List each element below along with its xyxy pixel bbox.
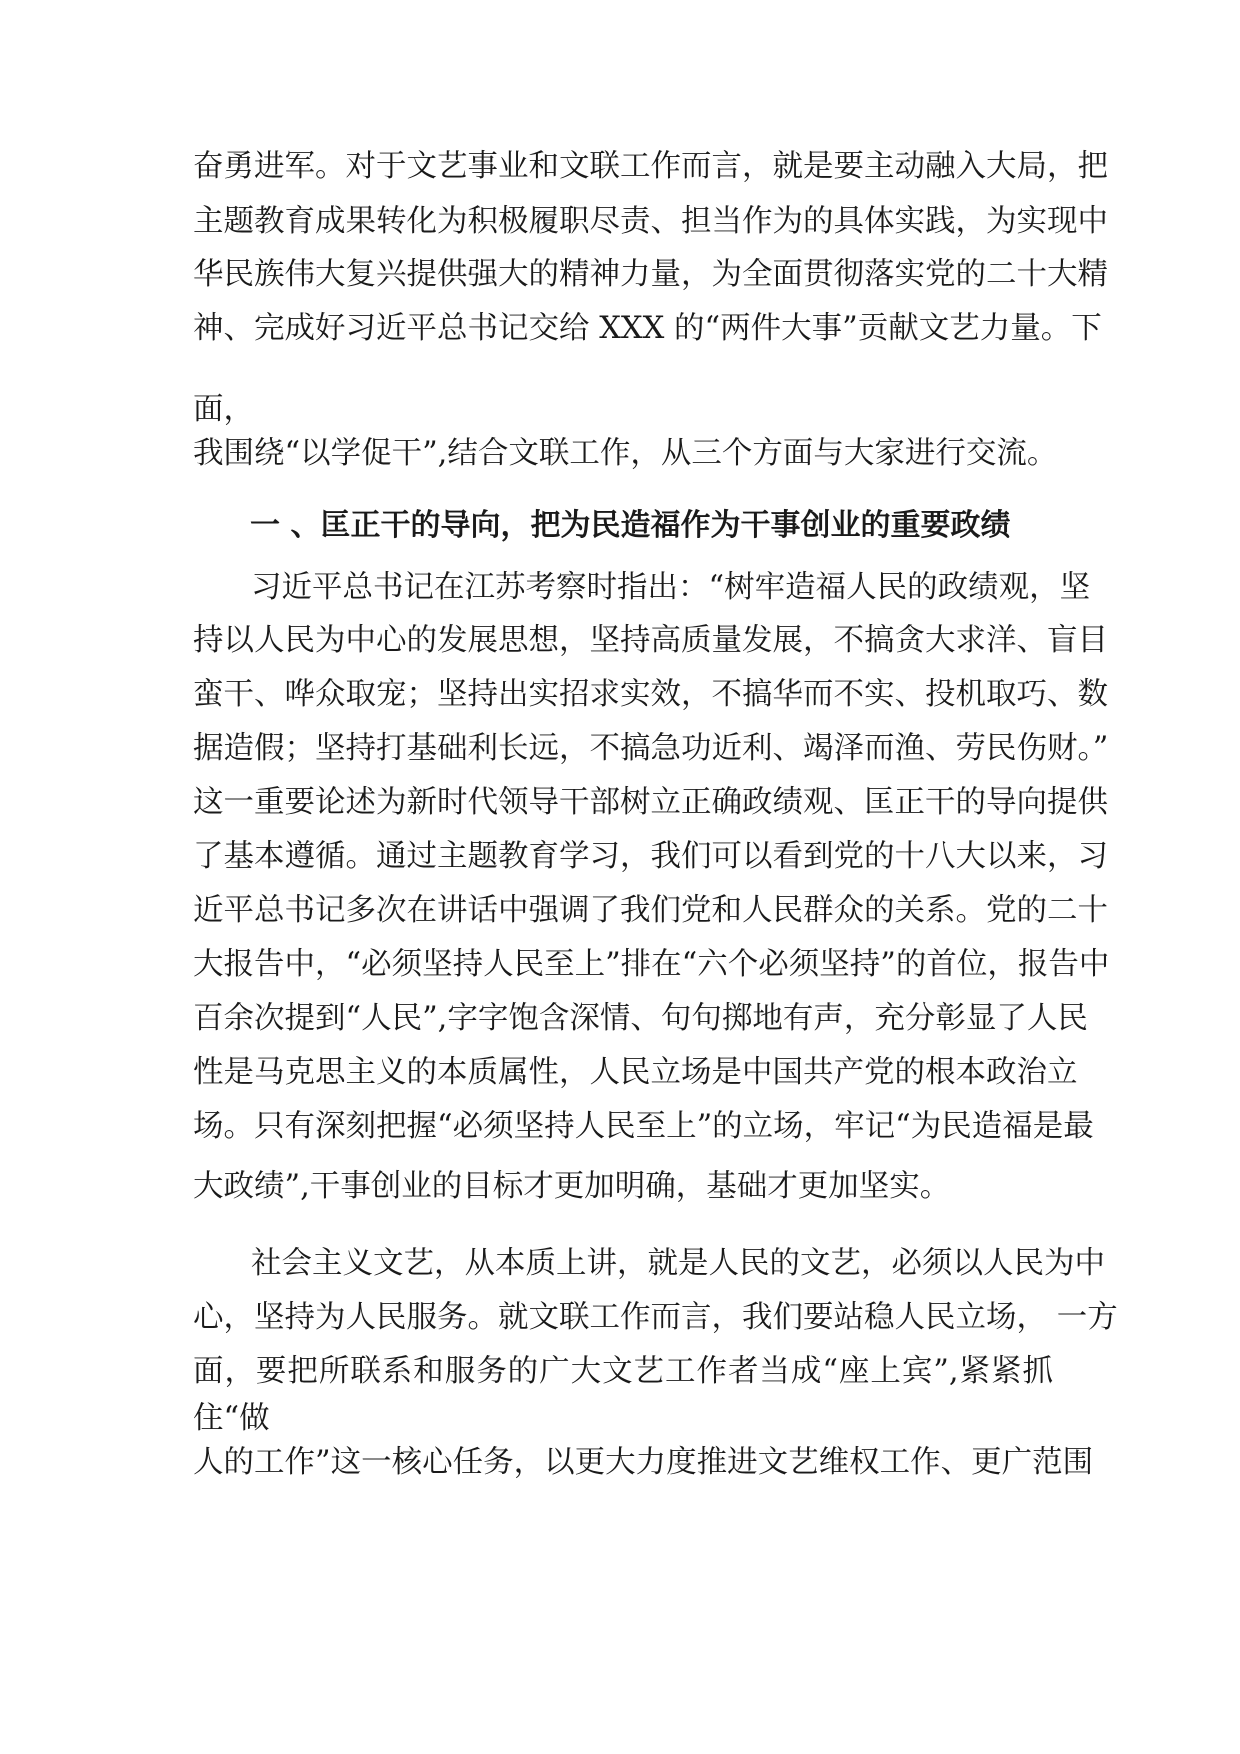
text-line: 据造假；坚持打基础利长远，不搞急功近利、竭泽而渔、劳民伤财。” bbox=[193, 731, 1109, 766]
text-line: 场。只有深刻把握“必须坚持人民至上”的立场，牢记“为民造福是最 bbox=[193, 1109, 1094, 1144]
text-line: 这一重要论述为新时代领导干部树立正确政绩观、匡正干的导向提供 bbox=[193, 785, 1108, 820]
text-line: 神、完成好习近平总书记交给 XXX 的“两件大事”贡献文艺力量。下 bbox=[193, 311, 1102, 346]
text-line: 百余次提到“人民”,字字饱含深情、句句掷地有声，充分彰显了人民 bbox=[193, 1001, 1088, 1036]
text-line: 住“做 bbox=[193, 1401, 270, 1436]
text-line: 蛮干、哗众取宠；坚持出实招求实效，不搞华而不实、投机取巧、数 bbox=[193, 677, 1108, 712]
section-heading: 一 、匡正干的导向，把为民造福作为干事创业的重要政绩 bbox=[250, 508, 1011, 543]
text-line: 社会主义文艺，从本质上讲，就是人民的文艺，必须以人民为中 bbox=[251, 1246, 1105, 1281]
text-line: 大政绩”,干事创业的目标才更加明确，基础才更加坚实。 bbox=[193, 1169, 951, 1204]
text-line: 我围绕“以学促干”,结合文联工作，从三个方面与大家进行交流。 bbox=[193, 436, 1058, 471]
text-line: 面， bbox=[193, 392, 254, 427]
text-line: 心，坚持为人民服务。就文联工作而言，我们要站稳人民立场， 一方 bbox=[193, 1300, 1118, 1335]
text-line: 习近平总书记在江苏考察时指出：“树牢造福人民的政绩观，坚 bbox=[251, 570, 1091, 605]
text-line: 人的工作”这一核心任务，以更大力度推进文艺维权工作、更广范围 bbox=[193, 1445, 1094, 1480]
text-line: 性是马克思主义的本质属性，人民立场是中国共产党的根本政治立 bbox=[193, 1055, 1078, 1090]
text-line: 大报告中，“必须坚持人民至上”排在“六个必须坚持”的首位，报告中 bbox=[193, 947, 1110, 982]
text-line: 了基本遵循。通过主题教育学习，我们可以看到党的十八大以来，习 bbox=[193, 839, 1108, 874]
text-line: 近平总书记多次在讲话中强调了我们党和人民群众的关系。党的二十 bbox=[193, 893, 1108, 928]
text-line: 持以人民为中心的发展思想，坚持高质量发展，不搞贪大求洋、盲目 bbox=[193, 623, 1108, 658]
text-line: 面，要把所联系和服务的广大文艺工作者当成“座上宾”,紧紧抓 bbox=[193, 1354, 1053, 1389]
text-line: 主题教育成果转化为积极履职尽责、担当作为的具体实践，为实现中 bbox=[193, 204, 1108, 239]
text-line: 奋勇进军。对于文艺事业和文联工作而言，就是要主动融入大局，把 bbox=[193, 149, 1108, 184]
text-line: 华民族伟大复兴提供强大的精神力量，为全面贯彻落实党的二十大精 bbox=[193, 257, 1108, 292]
